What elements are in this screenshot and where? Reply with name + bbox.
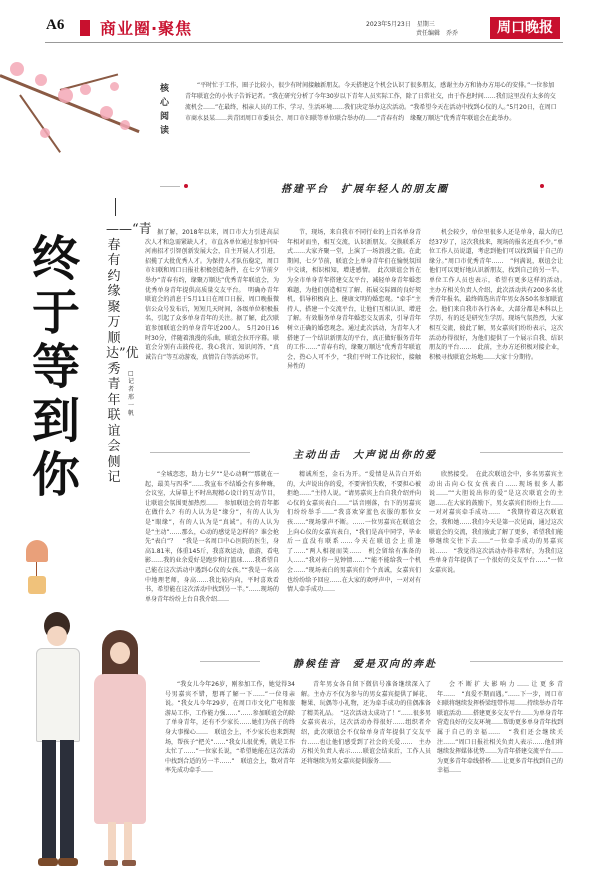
- newspaper-logo: 周口晚报: [490, 17, 560, 39]
- section-heading: 主动出击 大声说出你的爱: [293, 450, 437, 461]
- article-column: 节，现场，来自我市不同行业的上百名单身青年相对而坐，相互交流，认识新朋友。交换联系方式……大家齐聚一堂，上演了一场浪漫之旅。在此期间，七夕节前，联谊会上单身青年们在愉悦氛围中交谈，相识相知，增进感情。 此次联谊会旨在为全市单身青年搭建交友平台，减轻单身青年婚恋难题，为他们创造相互了解、拓展交际圈的良好契机，倡导积极向上、健康文明的婚恋观。“牵手”主持人，搭建一个交流平台，让他们互相认识、增进了解。有效服务单身青年婚恋交友需求，引导青年树立正确的婚恋观念。通过此次活动，为青年人才搭建了一个结识新朋友的平台，真正做好服务青年的工作……“青春有约，缘聚万顺达”优秀青年联谊会，热心人可不少，“我们平时工作比较忙，接触异性的: [287, 229, 421, 371]
- section-divider: [480, 452, 563, 453]
- blossom-decoration: [0, 44, 140, 164]
- section-dot: [184, 184, 188, 188]
- heart-lantern-icon: [22, 540, 52, 600]
- section-divider: [470, 661, 563, 662]
- article-title: 终于等到你: [31, 231, 80, 503]
- intro-text: “平时忙于工作，圈子比较小，很少有时间接触新朋友。今天搭建这个机会认识了很多朋友，感谢主办方和协办方用心的安排。”一位参加青年联谊会的小伙子告诉记者。“我在研究分析了今年30岁以下青年人员实际工作，除了日常社交，由于作息时间……我们这里没有太多的交流机会……”在最终，相亲人员的工作、学习、生活环境……我们决定举办这次活动。“我希望今天在活动中找到心仪的人。”5月20日，在周口市商水县某……共青团周口市委员会、周口市妇联等单位联合举办的……“青春有约 缘聚万顺达”优秀青年联谊会在此举办。: [185, 82, 557, 122]
- intro-label: 核心阅读: [160, 84, 170, 136]
- article-column: 机会较少，单位里很多人还是单身，最大的已经37岁了，这次我找来，现场的报名还真不少。”单位工作人员说道，考虑到他们可以找到属于自己的缘分。”周口市优秀青年…… ”何满说，联谊会让他们可以更好地认识新朋友，找到自己的另一半。单位工作人员也表示，希望有更多这样的活动。 主办方相关负责人介绍，此次活动共有200多名优秀青年报名，最终筛选出青年男女各50名参加联谊会。他们来自我市各行各业，大部分都是本科以上学历，有的还是研究生学历。现场气氛热烈，大家相互交流，彼此了解，男女嘉宾们纷纷表示，这次活动办得很好，为他们提供了一个展示自我、结识朋友的平台…… 此前，主办方还积极对接企业，积极寻找联谊会场地……大家十分期待。: [429, 229, 570, 361]
- byline: □记者 邢一帆: [128, 370, 141, 417]
- section-divider: [150, 452, 250, 453]
- article-column: 青年男女各自留下微信号准备继续深入了解。主办方不仅为参与的男女嘉宾提供了鲜花、糖果、玩偶等小礼物，还为牵手成功的佳偶准备了精美礼品。 “这次活动太成功了！”……很多男女嘉宾表示，这次活动办得很好……组织者介绍，此次联谊会不仅给单身青年提供了交友平台……也让他们感受到了社会的关爱…… 主办方相关负责人表示……联谊会结束后，工作人员还将继续为男女嘉宾提供服务……: [301, 681, 431, 765]
- section-divider: [160, 186, 180, 187]
- article-column: 据了解，2018年以来，周口市大力引进高层次人才和急需紧缺人才，市直各单位通过参加中国·河南招才引智创新发展大会，自主开展人才引进，招揽了大批优秀人才。为保持人才队伍稳定，周口市妇联和周口日报社积极创造条件，在七夕节前夕举办“青春有约，缘聚万顺达”优秀青年联谊会，为优秀单身青年提供高质量交友平台。 明确办青年联谊会的消息于5月11日在周口日报、周口晚报微信公众号发布后，短短几天时间，各级单位积极报名，引起了众多单身青年的关注。据了解，此次联谊参加联谊会的单身青年近200人。 5月20日16时30分，伴随着浪漫的乐曲，联谊会拉开序幕。联谊会分别有击鼓传花、我心我言、知识问答、“真诚告白”等互动游戏，真情告白等活动环节。: [145, 229, 279, 361]
- section-divider: [200, 661, 260, 662]
- section-dot: [540, 184, 544, 188]
- article-column: “我女儿今年26岁，刚参加工作，她觉得34号男嘉宾不错，想再了解一下……”一位母亲说。“我女儿今年29岁，在周口市文化广电和旅游局工作，工作能力强……”……参加联谊会的除了单身青年，还有不少家长……她们为孩子的终身大事操心…… 联谊会上，不少家长也来到现场，帮孩子“把关”……“我女儿很优秀，就是工作太忙了……”一位家长说，“希望她能在这次活动中找到合适的另一半……” 联谊会上，数对青年率先成功牵手……: [165, 681, 295, 775]
- article-column: 精诚所至，金石为开。“爱情是从告白开始的，大声说出你的爱，不要害怕失败，不要担心被拒绝……”主持人说。“请男嘉宾上台自我介绍并向心仪的女嘉宾表白……”话音刚落，台下的男嘉宾们纷纷举手……“我喜欢穿蓝色衣服的那位女孩……”现场掌声不断。……一位男嘉宾在联谊会上向心仪的女嘉宾表白，“我们是高中同学，毕业后一直没有联系……今天在联谊会上重逢了……”两人相视而笑…… 机会留给有准备的人……“我对你一见钟情……”“能不能给我一个机会……”现场表白的男嘉宾们个个真诚，女嘉宾们也纷纷给予回应……在大家的欢呼声中，一对对有情人牵手成功……: [287, 471, 421, 594]
- subtitle-dash: [115, 198, 116, 216]
- section-name: 商业圈·聚焦: [100, 19, 193, 38]
- page-number: A6: [46, 17, 65, 33]
- section-heading: 搭建平台 扩展年轻人的朋友圈: [281, 184, 449, 195]
- header-divider: [45, 42, 563, 43]
- section-marker: [80, 20, 90, 36]
- article-subtitle: ——“青春有约 缘聚万顺达”优秀青年联谊会侧记: [106, 222, 152, 485]
- couple-illustration: [30, 612, 160, 882]
- article-column: “全城恋恋，助力七夕”“是心动啊”“那就在一起，最美与四季”……我宣布不结婚会有多种嗨，会议室，大屏幕上不时出现精心设计的互动节目，让联谊会氛围更加热烈…… 参加联谊会的青年都在做什么？有的人认为是“缘分”，有的人认为是“眼缘”，有的人认为是“真诚”。有的人认为是“主动”……那么，心动的感觉是怎样的？谁会抢先“表白”？ “我是一名周口中心医院的医生，身高1.81米，体重145斤，我喜欢运动，旅游，看电影……我的业余爱好是跑步和打篮球……我希望自己能在这次活动中遇到心仪的女孩。”“我是一名高中地理老师，身高……我比较内向，平时喜欢看书，希望能在这次活动中找到另一半。”……现场的单身青年纷纷上台自我介绍……: [145, 471, 279, 603]
- section-heading: 静候佳音 爱是双向的奔赴: [293, 659, 437, 670]
- issue-date: 2023年5月23日 星期三: [366, 21, 435, 28]
- article-column: 会不断扩大影响力……让更多青年…… “真爱不期而遇。”……下一步，周口市妇联将继续发挥桥梁纽带作用……持续举办青年联谊活动……搭建更多交友平台……为单身青年营造良好的交友环境……帮助更多单身青年找到属于自己的幸福…… “我们还会继续关注……”周口日报社相关负责人表示……他们将继续发挥媒体优势……为青年搭建交流平台……为更多青年牵线搭桥……让更多青年找到自己的幸福……: [437, 681, 564, 775]
- article-column: 欣然接受。 在此次联谊会中，多名男嘉宾主动出击向心仪女孩表白……现场很多人都说……”“大胆说出你的爱”是这次联谊会的主题……在大家的鼓励下，男女嘉宾们纷纷上台……一对对嘉宾牵手成功…… “我期待着这次联谊会，我和她……我们今天是第一次见面，通过这次联谊会的交流，我们彼此了解了更多，希望我们能够继续交往下去……”一位牵手成功的男嘉宾说…… “我觉得这次活动办得非常好，为我们这些单身青年提供了一个很好的交友平台……”一位女嘉宾说。: [429, 471, 563, 574]
- editor-credit: 责任编辑 乔乔: [416, 30, 459, 37]
